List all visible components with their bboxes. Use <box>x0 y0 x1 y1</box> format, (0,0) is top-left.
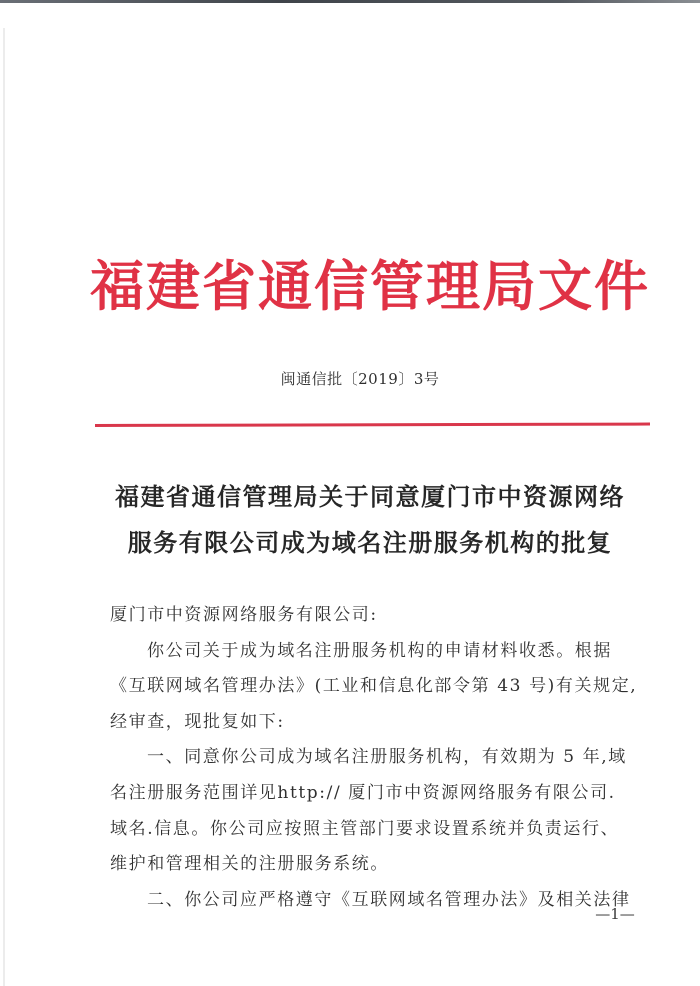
body-line: 《互联网域名管理办法》(工业和信息化部令第 43 号)有关规定, <box>110 676 638 697</box>
red-divider-rule <box>95 423 650 427</box>
page-number: —1— <box>595 905 635 923</box>
document-title <box>90 474 650 566</box>
document-number: 闽通信批〔2019〕3号 <box>280 370 440 388</box>
body-line: 经审查，现批复如下: <box>110 711 285 732</box>
document-title-line-1: 福建省通信管理局关于同意厦门市中资源网络 <box>115 482 625 511</box>
document-title-line-2: 服务有限公司成为域名注册服务机构的批复 <box>127 528 613 557</box>
addressee-line: 厦门市中资源网络服务有限公司: <box>110 605 378 625</box>
document-body <box>110 598 638 918</box>
body-line: 一、同意你公司成为域名注册服务机构，有效期为 5 年,域 <box>147 747 627 768</box>
body-line: 名注册服务范围详见http:// 厦门市中资源网络服务有限公司. <box>110 782 616 803</box>
body-line: 你公司关于成为域名注册服务机构的申请材料收悉。根据 <box>147 640 612 661</box>
body-line: 维护和管理相关的注册服务系统。 <box>110 854 389 875</box>
body-line: 二、你公司应严格遵守《互联网域名管理办法》及相关法律 <box>147 889 631 910</box>
issuer-header-title: 福建省通信管理局文件 <box>90 254 650 318</box>
body-line: 域名.信息。你公司应按照主管部门要求设置系统并负责运行、 <box>110 818 620 839</box>
